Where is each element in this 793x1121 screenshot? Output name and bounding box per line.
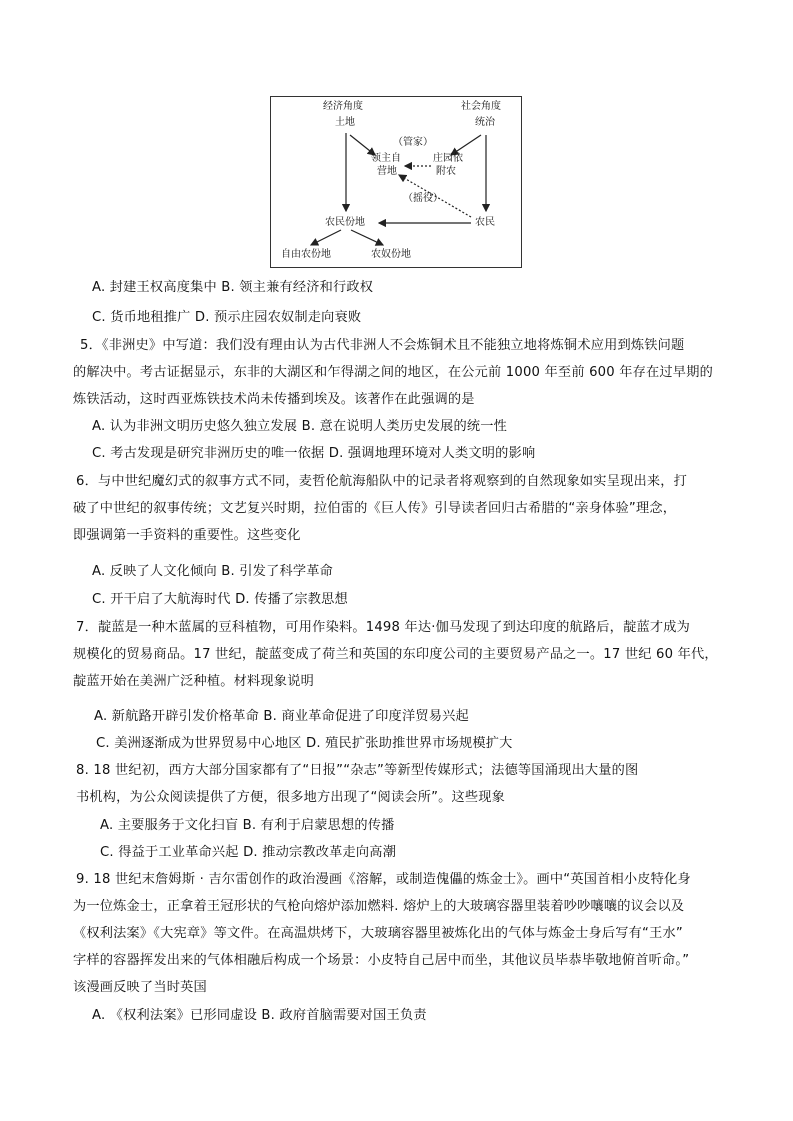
manor-diagram: [270, 96, 522, 268]
l3: 5．《非洲史》中写道：我们没有理由认为古代非洲人不会炼铜术且不能独立地将炼铜术应用到炼铁问题: [80, 338, 685, 353]
l10: 即强调第一手资料的重要性。这些变化: [73, 528, 301, 543]
economic-label: 经济角度: [323, 101, 363, 112]
free-plot-label: 自由农份地: [281, 249, 331, 260]
l2: C. 货币地租推广 D. 预示庄园农奴制走向衰败: [92, 310, 362, 325]
social-label: 社会角度: [461, 101, 501, 112]
arrow-plot-to-serf: [351, 230, 383, 245]
l19: 书机构，为公众阅读提供了方便，很多地方出现了“阅读会所”。这些现象: [76, 790, 506, 805]
peasant-label: 农民: [475, 217, 495, 228]
l9: 破了中世纪的叙事传统；文艺复兴时期，拉伯雷的《巨人传》引导读者回归古希腊的“亲身体验”理念，: [73, 501, 677, 516]
l1: A. 封建王权高度集中 B. 领主兼有经济和行政权: [92, 280, 374, 295]
l16: A. 新航路开辟引发价格革命 B. 商业革命促进了印度洋贸易兴起: [94, 709, 469, 724]
lord-manor-label-2: 营地: [377, 166, 397, 177]
l26: 该漫画反映了当时英国: [73, 980, 207, 995]
serf-plot-label: 农奴份地: [371, 249, 411, 260]
l17: C. 美洲逐渐成为世界贸易中心地区 D. 殖民扩张助推世界市场规模扩大: [96, 736, 513, 751]
manager-label: （管家）: [393, 137, 433, 148]
dependent-label-1: 庄园依: [433, 153, 463, 164]
l11: A. 反映了人文化倾向 B. 引发了科学革命: [92, 564, 334, 579]
l18: 8. 18 世纪初，西方大部分国家都有了“日报”“杂志”等新型传媒形式；法德等国涌现出大量的图: [76, 763, 639, 778]
peasant-plot-label: 农民份地: [325, 217, 365, 228]
l8: 6．与中世纪魔幻式的叙事方式不同，麦哲伦航海船队中的记录者将观察到的自然现象如实呈现出来，打: [76, 474, 688, 489]
l20: A. 主要服务于文化扫盲 B. 有利于启蒙思想的传播: [100, 818, 395, 833]
l21: C. 得益于工业革命兴起 D. 推动宗教改革走向高潮: [100, 845, 397, 860]
l7: C. 考古发现是研究非洲历史的唯一依据 D. 强调地理环境对人类文明的影响: [92, 446, 536, 461]
l12: C. 开干启了大航海时代 D. 传播了宗教思想: [92, 592, 348, 607]
l24: 《权利法案》《大宪章》等文件。在高温烘烤下，大玻璃容器里被炼化出的气体与炼金士身后写有“王水”: [73, 926, 683, 941]
l23: 为一位炼金士，正拿着王冠形状的气枪向熔炉添加燃料. 熔炉上的大玻璃容器里装着吵吵嚷嚷的议会以及: [73, 899, 685, 914]
lord-manor-label-1: 领主自: [371, 153, 401, 164]
l15: 靛蓝开始在美洲广泛种植。材料现象说明: [73, 674, 314, 689]
l22: 9. 18 世纪末詹姆斯 · 吉尔雷创作的政治漫画《溶解，或制造傀儡的炼金士》。画中“英国首相小皮特化身: [76, 872, 691, 887]
l13: 7．靛蓝是一种木蓝属的豆科植物，可用作染料。1498 年达·伽马发现了到达印度的航路后，靛蓝才成为: [76, 620, 691, 635]
arrow-rule-to-dependent: [451, 135, 481, 155]
corvee-label: （摇役）: [403, 193, 443, 204]
l27: A. 《权利法案》已形同虚设 B. 政府首脑需要对国王负责: [92, 1008, 427, 1023]
dependent-label-2: 附农: [436, 166, 456, 177]
land-label: 土地: [335, 117, 355, 128]
l4: 的解决中。考古证据显示，东非的大湖区和乍得湖之间的地区，在公元前 1000 年至前 600 年存在过早期的: [73, 365, 713, 380]
arrow-land-to-manor: [350, 135, 375, 155]
l6: A. 认为非洲文明历史悠久独立发展 B. 意在说明人类历史发展的统一性: [92, 419, 508, 434]
arrow-plot-to-free: [311, 230, 341, 245]
l14: 规模化的贸易商品。17 世纪，靛蓝变成了荷兰和英国的东印度公司的主要贸易产品之一。17 世纪 60 年代，: [73, 647, 718, 662]
rule-label: 统治: [475, 117, 495, 128]
l5: 炼铁活动，这时西亚炼铁技术尚未传播到埃及。该著作在此强调的是: [73, 392, 475, 407]
l25: 字样的容器挥发出来的气体相融后构成一个场景：小皮特自己居中而坐，其他议员毕恭毕敬地俯首听命。”: [73, 953, 690, 968]
